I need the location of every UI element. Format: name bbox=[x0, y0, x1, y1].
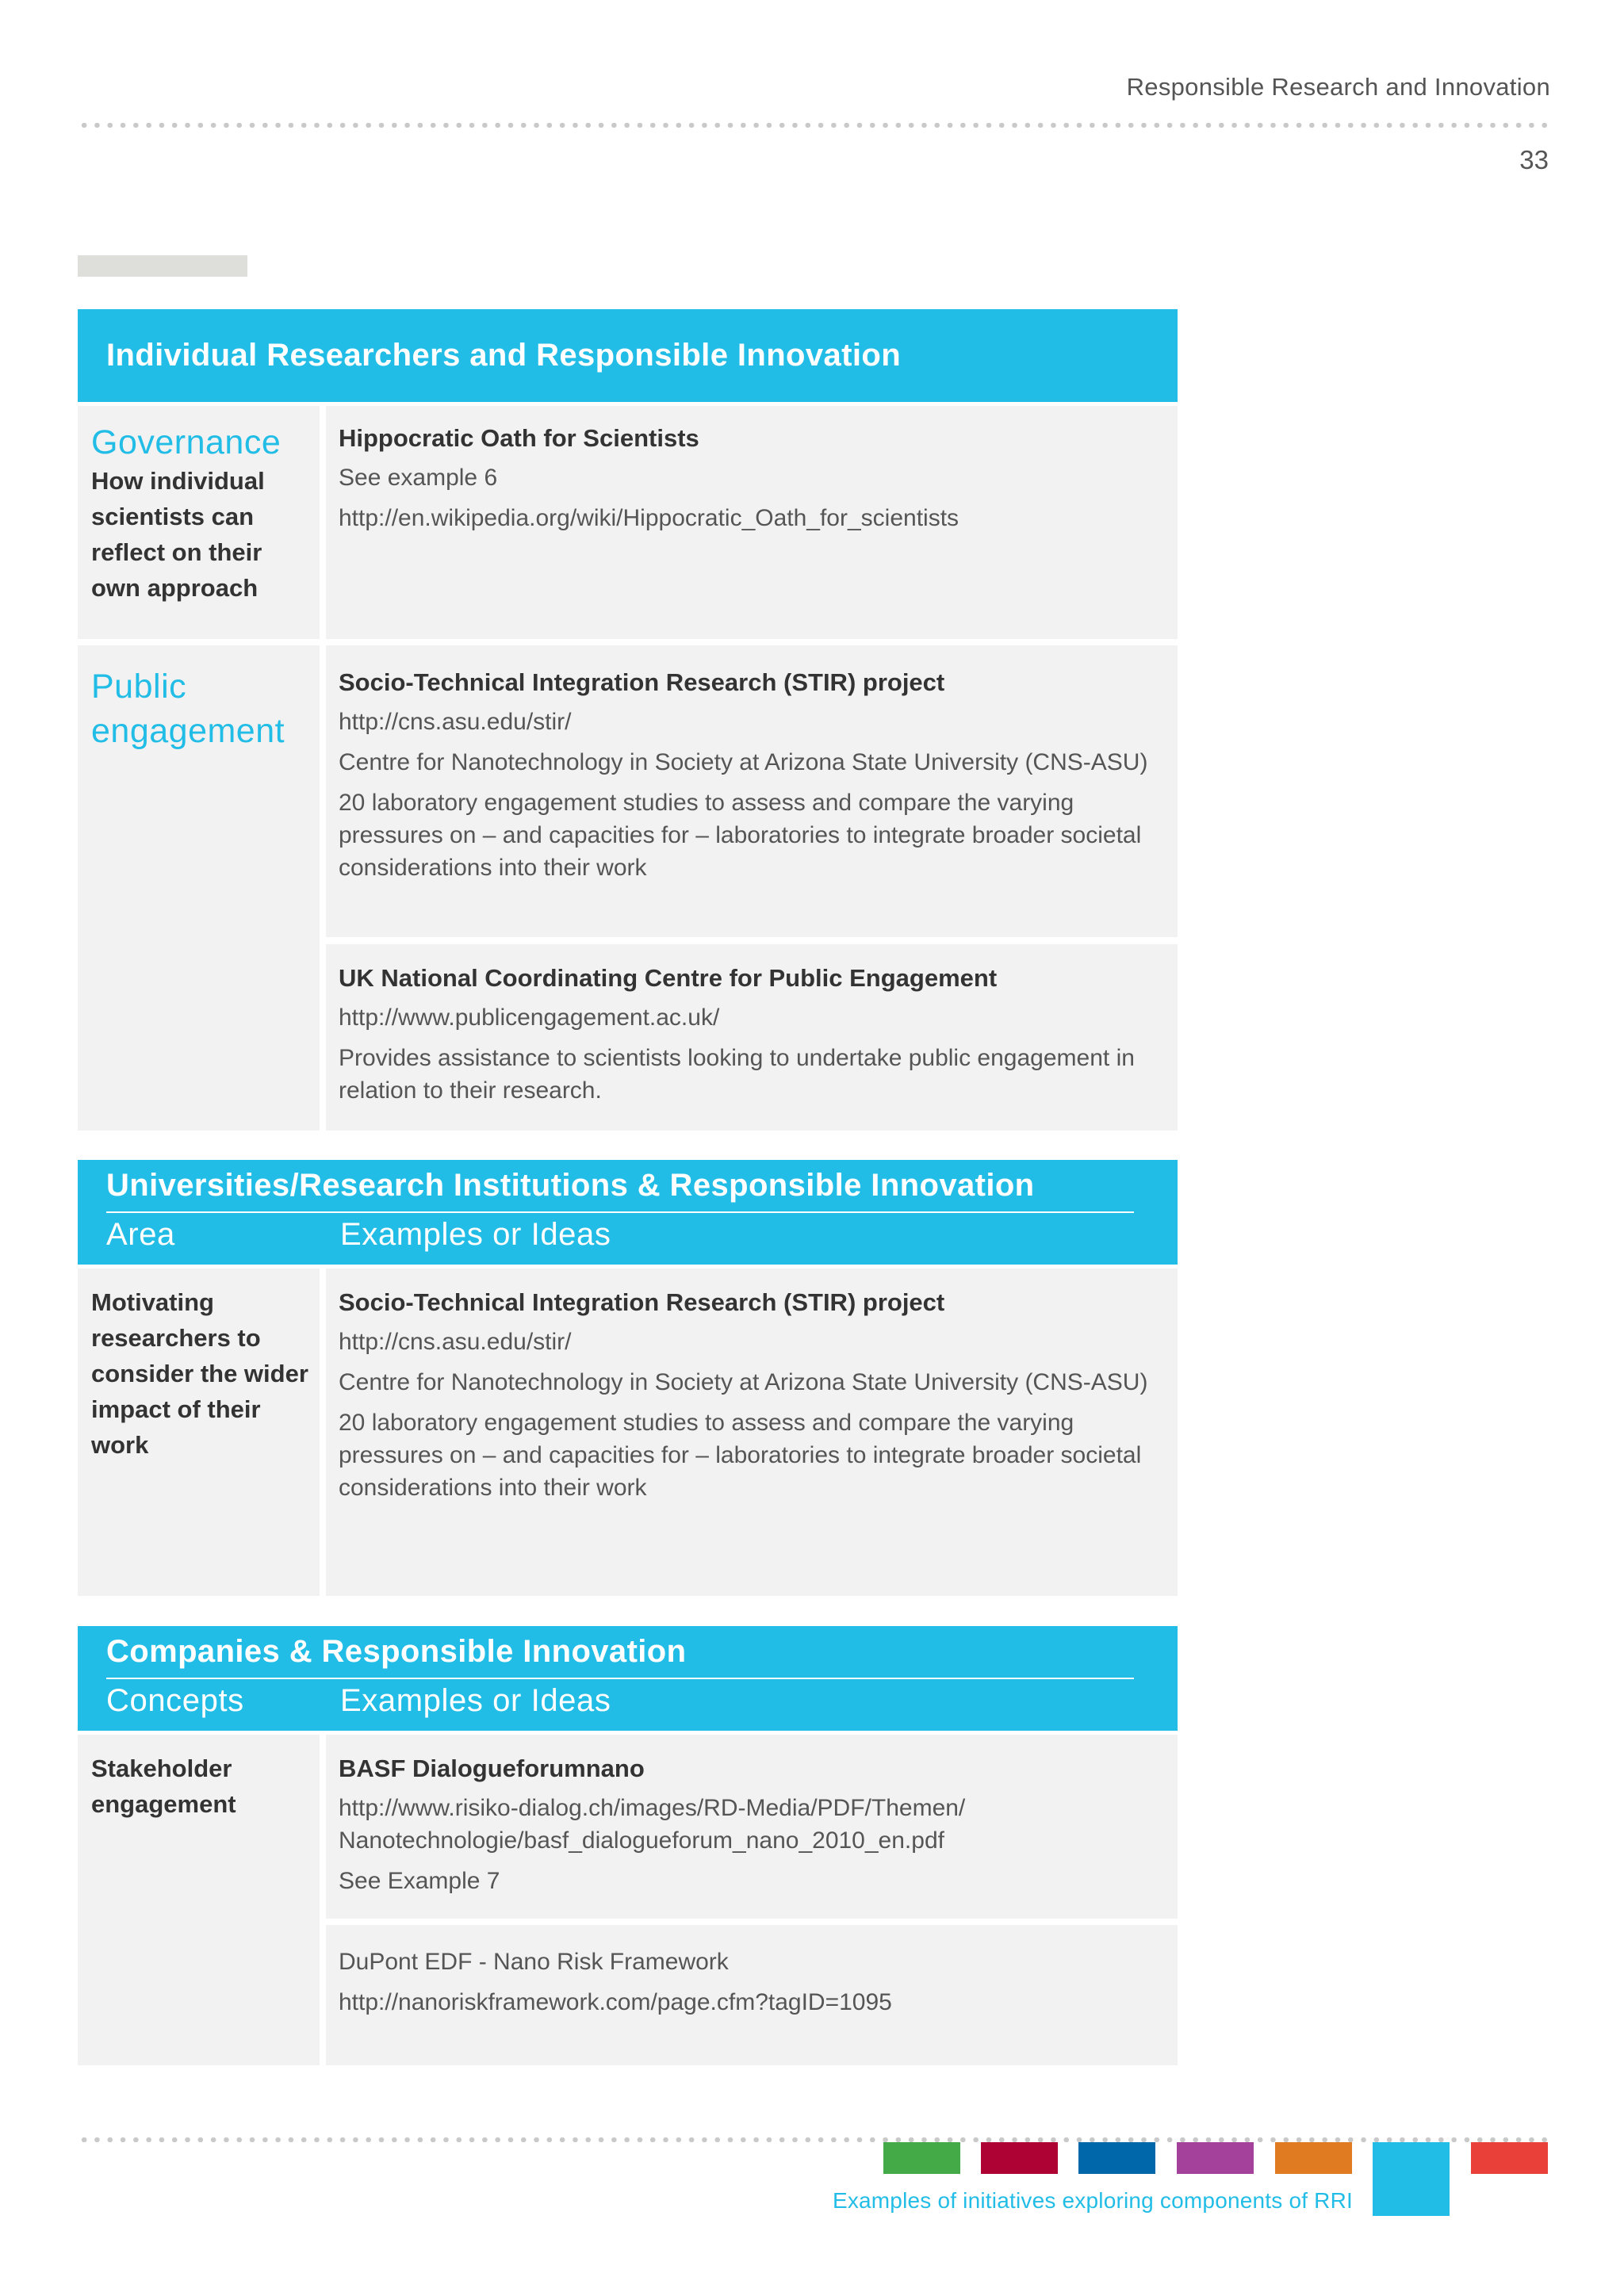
top-dotted-divider bbox=[78, 123, 1554, 128]
entry-link[interactable]: http://www.risiko-dialog.ch/images/RD-Media/PDF/Themen/ Nanotechnologie/basf_dialogueforum_nano_2010_en.pdf bbox=[339, 1795, 966, 1854]
entry-text: See example 6 bbox=[339, 465, 498, 491]
swatch-purple bbox=[1177, 2142, 1254, 2174]
entry-text: 20 laboratory engagement studies to assess and compare the varying pressures on – and capacities for – laboratories to integrate broader societal considerations into their work bbox=[339, 790, 1142, 881]
entry-link[interactable]: http://cns.asu.edu/stir/ bbox=[339, 1329, 572, 1355]
entry-title: UK National Coordinating Centre for Public Engagement bbox=[339, 964, 998, 992]
section2-col-examples: Examples or Ideas bbox=[340, 1217, 611, 1252]
section3-col-concepts: Concepts bbox=[106, 1683, 244, 1718]
section1-title: Individual Researchers and Responsible Innovation bbox=[106, 338, 902, 373]
entry-title: Socio-Technical Integration Research (STIR) project bbox=[339, 668, 945, 696]
section1-header bbox=[78, 309, 1178, 402]
swatch-blue bbox=[1078, 2142, 1155, 2174]
section1-row1-left bbox=[78, 406, 320, 639]
running-title: Responsible Research and Innovation bbox=[1126, 73, 1550, 101]
section2-col-area: Area bbox=[106, 1217, 175, 1252]
entry-link[interactable]: http://cns.asu.edu/stir/ bbox=[339, 709, 572, 735]
section1-row2-entry2 bbox=[326, 944, 1178, 1131]
footer-caption: Examples of initiatives exploring components of RRI bbox=[832, 2188, 1353, 2213]
category-description: How individual scientists can reflect on their own approach bbox=[91, 467, 265, 602]
section2-header-rule bbox=[106, 1211, 1134, 1213]
swatch-orange bbox=[1275, 2142, 1352, 2174]
entry-text: DuPont EDF - Nano Risk Framework bbox=[339, 1949, 729, 1975]
section3-row1-left bbox=[78, 1735, 320, 2065]
section3-title: Companies & Responsible Innovation bbox=[106, 1634, 687, 1669]
page-number: 33 bbox=[1519, 145, 1549, 174]
section3-row1-entry2 bbox=[326, 1925, 1178, 2065]
swatch-cyan-active bbox=[1373, 2142, 1450, 2216]
section2-title: Universities/Research Institutions & Responsible Innovation bbox=[106, 1168, 1035, 1203]
entry-text: See Example 7 bbox=[339, 1868, 500, 1894]
entry-text: Centre for Nanotechnology in Society at Arizona State University (CNS-ASU) bbox=[339, 1369, 1148, 1395]
section2-header bbox=[78, 1160, 1178, 1265]
section2-row1-left bbox=[78, 1269, 320, 1596]
entry-link[interactable]: http://nanoriskframework.com/page.cfm?tagID=1095 bbox=[339, 1989, 892, 2015]
swatch-crimson bbox=[981, 2142, 1058, 2174]
swatch-green bbox=[883, 2142, 960, 2174]
section3-col-examples: Examples or Ideas bbox=[340, 1683, 611, 1718]
grey-tab-marker bbox=[78, 255, 247, 277]
entry-title: BASF Dialogueforumnano bbox=[339, 1755, 645, 1782]
entry-link[interactable]: http://www.publicengagement.ac.uk/ bbox=[339, 1004, 720, 1031]
entry-text: 20 laboratory engagement studies to assess and compare the varying pressures on – and capacities for – laboratories to integrate broader societal considerations into their work bbox=[339, 1410, 1142, 1501]
category-public-engagement-line2: engagement bbox=[91, 712, 285, 750]
section3-header bbox=[78, 1626, 1178, 1731]
category-stakeholder-engagement: Stakeholder engagement bbox=[91, 1755, 236, 1818]
swatch-red bbox=[1471, 2142, 1548, 2174]
entry-text: Centre for Nanotechnology in Society at Arizona State University (CNS-ASU) bbox=[339, 749, 1148, 775]
section1-row2-left bbox=[78, 645, 320, 1131]
section3-row1-entry1 bbox=[326, 1735, 1178, 1919]
category-governance: Governance bbox=[91, 423, 282, 461]
section3-header-rule bbox=[106, 1678, 1134, 1679]
section1-row2-entry1 bbox=[326, 645, 1178, 937]
category-public-engagement-line1: Public bbox=[91, 668, 187, 706]
entry-title: Hippocratic Oath for Scientists bbox=[339, 424, 699, 452]
section1-row1-right bbox=[326, 406, 1178, 639]
entry-title: Socio-Technical Integration Research (STIR) project bbox=[339, 1288, 945, 1316]
section2-row1-right bbox=[326, 1269, 1178, 1596]
category-motivating-researchers: Motivating researchers to consider the wider impact of their work bbox=[91, 1288, 308, 1459]
entry-text: Provides assistance to scientists looking to undertake public engagement in relation to their research. bbox=[339, 1045, 1135, 1104]
entry-link[interactable]: http://en.wikipedia.org/wiki/Hippocratic_Oath_for_scientists bbox=[339, 505, 959, 531]
